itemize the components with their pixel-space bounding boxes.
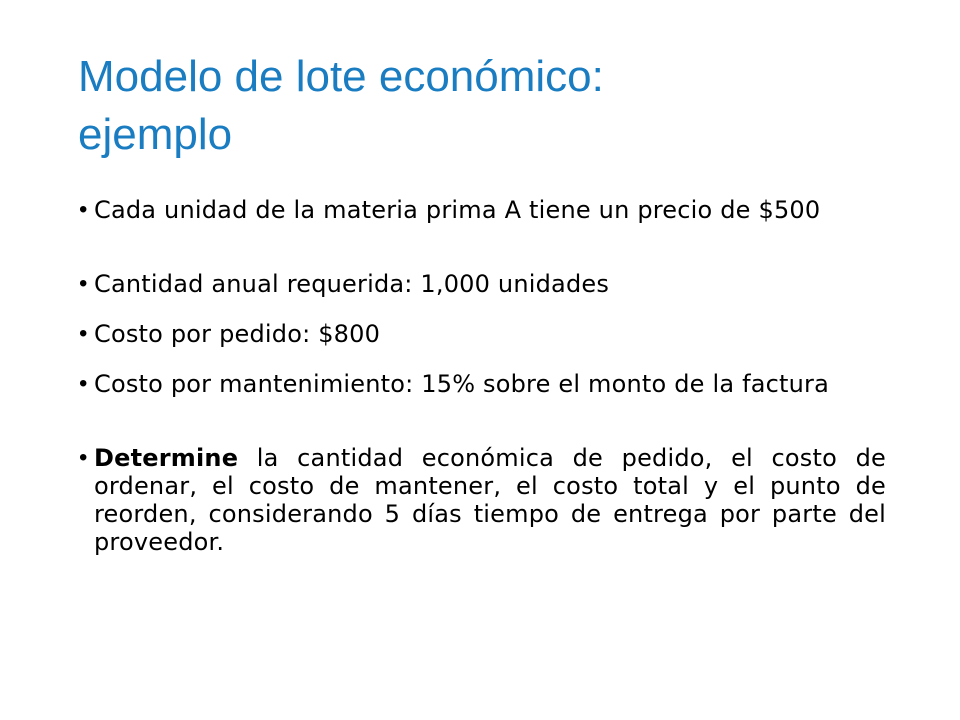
bullet-text: Costo por pedido: $800 — [94, 320, 381, 348]
bullet-text: Costo por mantenimiento: 15% sobre el monto de la factura — [94, 370, 830, 398]
bullet-marker: • — [79, 444, 88, 471]
bullet-marker: • — [79, 370, 88, 397]
bullet-marker: • — [79, 270, 88, 297]
bullet-text-rest: la cantidad económica de pedido, el costo de ordenar, el costo de mantener, el costo total y el punto de reorden, considerando 5 días tiempo de entrega por parte del proveedor. — [94, 444, 886, 556]
bullet-marker: • — [79, 196, 88, 223]
bullet-text: Cada unidad de la materia prima A tiene un precio de $500 — [94, 196, 821, 224]
bullet-text — [94, 444, 886, 556]
title-line-1: Modelo de lote económico: — [78, 52, 604, 101]
bullet-marker: • — [79, 320, 88, 347]
bullet-text: Cantidad anual requerida: 1,000 unidades — [94, 270, 610, 298]
title-line-2: ejemplo — [78, 110, 233, 159]
bullet-bold-keyword: Determine — [94, 444, 239, 472]
slide-title — [78, 48, 898, 164]
